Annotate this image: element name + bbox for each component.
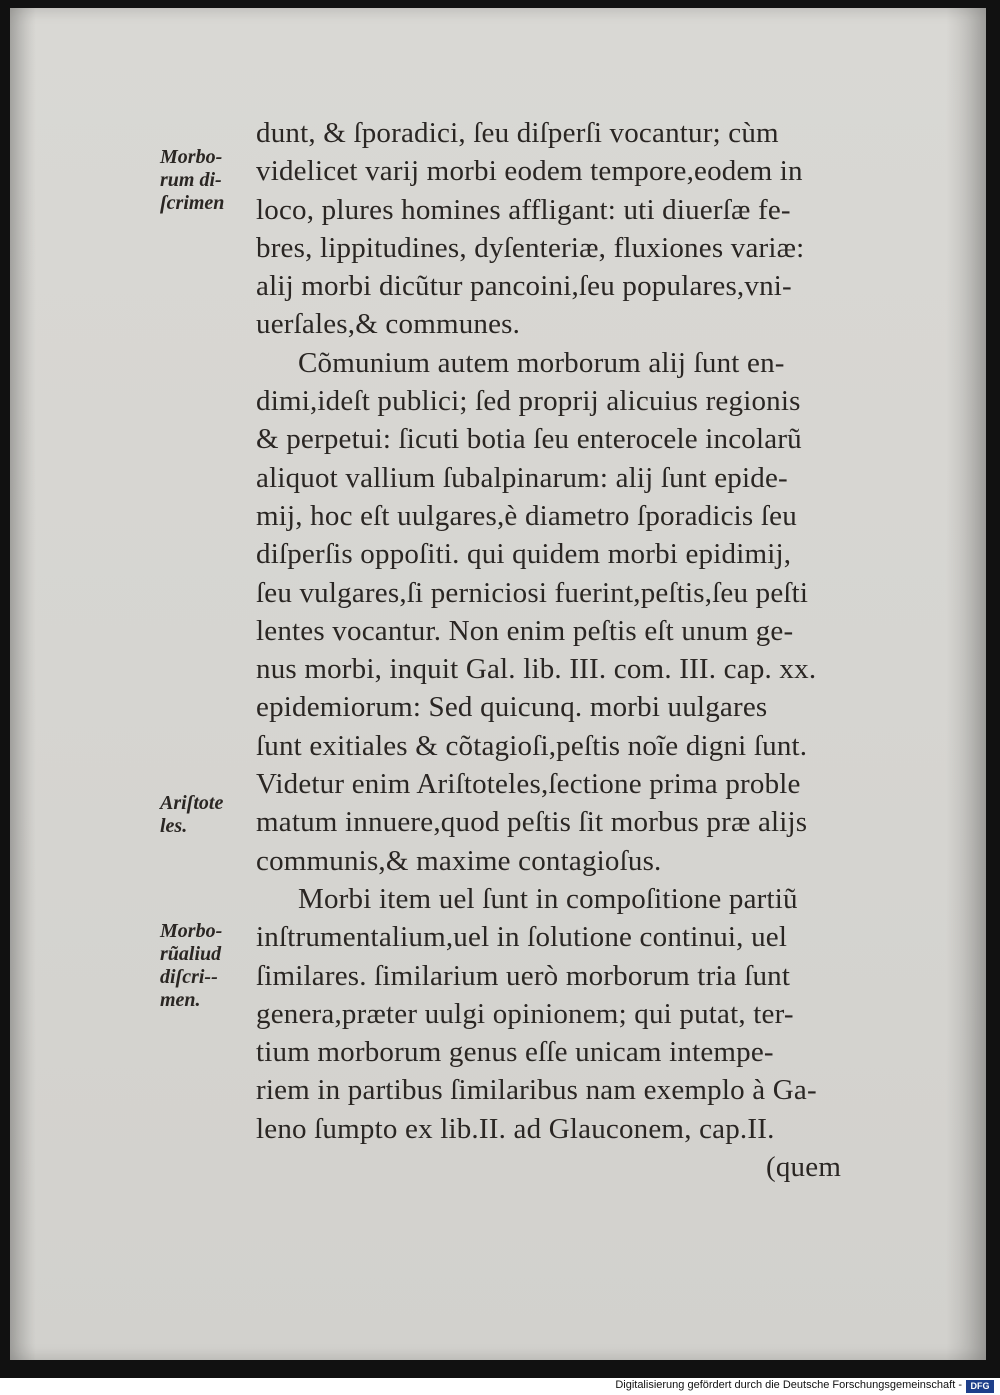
margin-note-aristoteles <box>160 792 223 838</box>
text-line: leno ſumpto ex lib.II. ad Glauconem, cap.II. <box>256 1112 775 1145</box>
margin-note-line: diſcri-- <box>160 966 218 988</box>
text-line: Cõmunium autem morborum alij ſunt en- <box>298 346 785 379</box>
text-line: lentes vocantur. Non enim peſtis eſt unum ge- <box>256 614 794 647</box>
text-line: & perpetui: ſicuti botia ſeu enterocele incolarũ <box>256 423 802 456</box>
text-line: ſunt exitiales & cõtagioſi,peſtis noĩe digni ſunt. <box>256 729 808 762</box>
text-line: genera,præter uulgi opinionem; qui putat, ter- <box>256 997 794 1030</box>
text-line: aliquot vallium ſubalpinarum: alij ſunt epide- <box>256 461 788 494</box>
margin-note-morborum-discrimen <box>160 146 224 215</box>
margin-note-line: men. <box>160 989 201 1011</box>
text-line: alij morbi dicũtur pancoini,ſeu populares,vni- <box>256 270 792 303</box>
text-line: Videtur enim Ariſtoteles,ſectione prima proble <box>256 768 801 801</box>
text-line: inſtrumentalium,uel in ſolutione continui, uel <box>256 921 788 954</box>
text-line: diſperſis oppoſiti. qui quidem morbi epidimij, <box>256 538 792 571</box>
margin-note-line: Morbo- <box>160 920 223 942</box>
text-line: ſeu vulgares,ſi perniciosi fuerint,peſtis,ſeu peſti <box>256 576 809 609</box>
text-line: uerſales,& communes. <box>256 308 521 341</box>
text-line: Morbi item uel ſunt in compoſitione partiũ <box>298 882 798 915</box>
funding-notice: Digitalisierung gefördert durch die Deutsche Forschungsgemeinschaft - <box>615 1379 962 1391</box>
text-line: mij, hoc eſt uulgares,è diametro ſporadicis ſeu <box>256 499 797 532</box>
catchword: (quem <box>766 1151 842 1184</box>
margin-note-aliud-discrimen <box>160 920 222 1012</box>
margin-note-line: rum di- <box>160 169 222 191</box>
gutter-shadow <box>946 8 986 1360</box>
margin-note-line: Morbo- <box>160 146 223 168</box>
dfg-logo-icon: DFG <box>966 1380 994 1393</box>
margin-note-line: rũaliud <box>160 943 222 965</box>
text-line: bres, lippitudines, dyſenteriæ, fluxiones variæ: <box>256 231 805 264</box>
margin-note-line: Ariſtote <box>160 792 224 814</box>
text-line: videlicet varij morbi eodem tempore,eodem in <box>256 155 803 188</box>
page-edge-shadow <box>10 8 36 1360</box>
text-line: dimi,ideſt publici; ſed proprij alicuius regionis <box>256 385 801 418</box>
margin-note-line: ſcrimen <box>160 192 225 214</box>
text-line: epidemiorum: Sed quicunq. morbi uulgares <box>256 691 768 724</box>
text-line: communis,& maxime contagioſus. <box>256 844 662 877</box>
text-line: nus morbi, inquit Gal. lib. III. com. III. cap. xx. <box>256 653 817 686</box>
text-line: dunt, & ſporadici, ſeu diſperſi vocantur; cùm <box>256 117 779 149</box>
text-line: riem in partibus ſimilaribus nam exemplo à Ga- <box>256 1074 817 1107</box>
text-line: ſimilares. ſimilarium uerò morborum tria ſunt <box>256 959 791 992</box>
text-line: matum innuere,quod peſtis ſit morbus præ alijs <box>256 806 808 839</box>
main-text-block <box>256 114 916 1186</box>
margin-note-line: les. <box>160 815 188 837</box>
text-line: tium morborum genus eſſe unicam intempe- <box>256 1036 774 1069</box>
text-line: loco, plures homines affligant: uti diuerſæ fe- <box>256 193 791 226</box>
